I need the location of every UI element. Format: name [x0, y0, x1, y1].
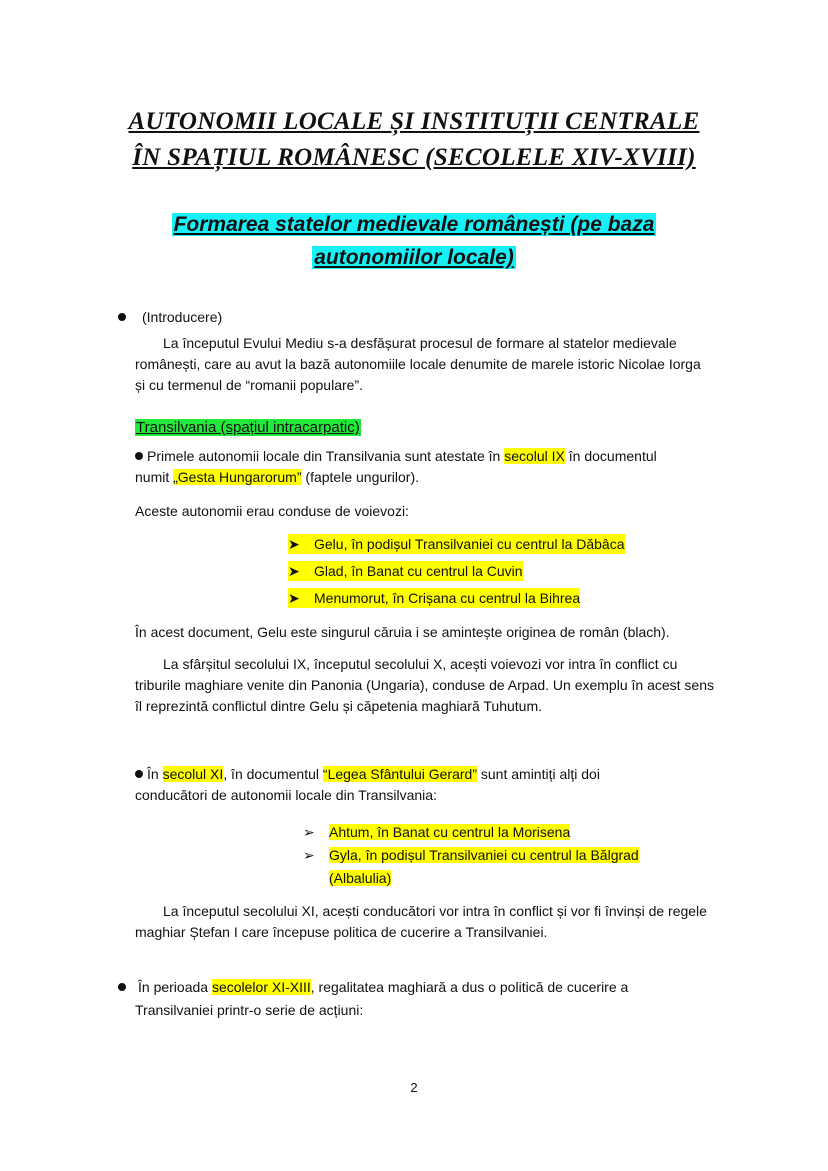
arrow-bullet-icon: ➤ — [288, 590, 300, 606]
paragraph-line: îl reprezintă conflictul dintre Gelu și căpetenia maghiară Tuhutum. — [135, 698, 542, 714]
arrow-bullet-icon: ➤ — [288, 563, 300, 579]
text: Menumorut, în Crișana cu centrul la Bihrea — [314, 590, 581, 606]
arrow-bullet-icon: ➢ — [303, 847, 315, 863]
list-item — [288, 534, 625, 554]
bullet-paragraph — [118, 977, 628, 997]
highlight: secolul XI — [162, 766, 224, 782]
paragraph-line — [135, 467, 419, 487]
doc-title-line1: AUTONOMII LOCALE ȘI INSTITUȚII CENTRALE — [128, 108, 700, 135]
text: Gyla, în podișul Transilvaniei cu centrul la Bălgrad — [329, 847, 639, 863]
text: numit — [135, 469, 174, 485]
bullet-icon — [118, 983, 126, 991]
text: Ahtum, în Banat cu centrul la Morisena — [329, 824, 571, 840]
list-item-continuation — [329, 868, 391, 888]
highlight: “Legea Sfântului Gerard” — [322, 766, 477, 782]
list-item — [303, 822, 570, 842]
arrow-bullet-icon: ➢ — [303, 824, 315, 840]
paragraph-line: La începutul Evului Mediu s-a desfășurat procesul de formare al statelor medievale — [163, 335, 677, 351]
paragraph-line: În acest document, Gelu este singurul căruia i se amintește originea de român (blach). — [135, 624, 670, 640]
list-item — [303, 845, 639, 865]
text: sunt amintiți alți doi — [477, 766, 600, 782]
text: , regalitatea maghiară a dus o politică de cucerire a — [310, 979, 629, 995]
subtitle-text: Formarea statelor medievale românești (pe baza — [173, 213, 655, 236]
bullet-paragraph — [135, 446, 657, 466]
intro-label: (Introducere) — [142, 309, 223, 325]
highlight: „Gesta Hungarorum” — [173, 469, 302, 485]
bullet-icon — [135, 770, 143, 778]
section-heading — [135, 417, 361, 438]
highlight: secolul IX — [504, 448, 565, 464]
paragraph-line: Transilvaniei printr-o serie de acțiuni: — [135, 1002, 364, 1018]
bullet-icon — [135, 452, 143, 460]
list-item — [288, 588, 580, 608]
text: în documentul — [564, 448, 657, 464]
doc-title-line2: ÎN SPAȚIUL ROMÂNESC (SECOLELE XIV-XVIII) — [132, 144, 696, 171]
bullet-icon — [118, 313, 126, 321]
section-heading-text: Transilvania (spațiul intracarpatic) — [136, 419, 360, 436]
paragraph-line: conducători de autonomii locale din Transilvania: — [135, 787, 437, 803]
text: Gelu, în podișul Transilvaniei cu centrul la Dăbâca — [314, 536, 625, 552]
text: În — [147, 766, 163, 782]
text: În perioada — [138, 979, 212, 995]
text: (Albalulia) — [329, 870, 392, 886]
highlight: secolelor XI-XIII — [211, 979, 311, 995]
intro-bullet — [118, 307, 222, 327]
text: Primele autonomii locale din Transilvania sunt atestate în — [147, 448, 505, 464]
bullet-paragraph — [135, 764, 600, 784]
text: , în documentul — [223, 766, 323, 782]
paragraph-line: triburile maghiare venite din Panonia (Ungaria), conduse de Arpad. Un exemplu în acest sens — [135, 677, 714, 693]
page-number: 2 — [410, 1080, 418, 1095]
arrow-bullet-icon: ➤ — [288, 536, 300, 552]
paragraph-line: La începutul secolului XI, acești conducători vor intra în conflict și vor fi învinși de regele — [163, 903, 707, 919]
paragraph-line: Aceste autonomii erau conduse de voievozi: — [135, 503, 409, 519]
subtitle-line2 — [0, 243, 828, 273]
paragraph-line: La sfârșitul secolului IX, începutul secolului X, acești voievozi vor intra în conflict cu — [163, 656, 678, 672]
subtitle-text: autonomiilor locale) — [314, 246, 514, 269]
paragraph-line: și cu termenul de “romanii populare”. — [135, 377, 363, 393]
paragraph-line: românești, care au avut la bază autonomiile locale denumite de marele istoric Nicolae Iorga — [135, 356, 701, 372]
text: (faptele ungurilor). — [301, 469, 420, 485]
list-item — [288, 561, 523, 581]
paragraph-line: maghiar Ștefan I care începuse politica de cucerire a Transilvaniei. — [135, 924, 548, 940]
subtitle-line1 — [0, 210, 828, 240]
text: Glad, în Banat cu centrul la Cuvin — [314, 563, 523, 579]
